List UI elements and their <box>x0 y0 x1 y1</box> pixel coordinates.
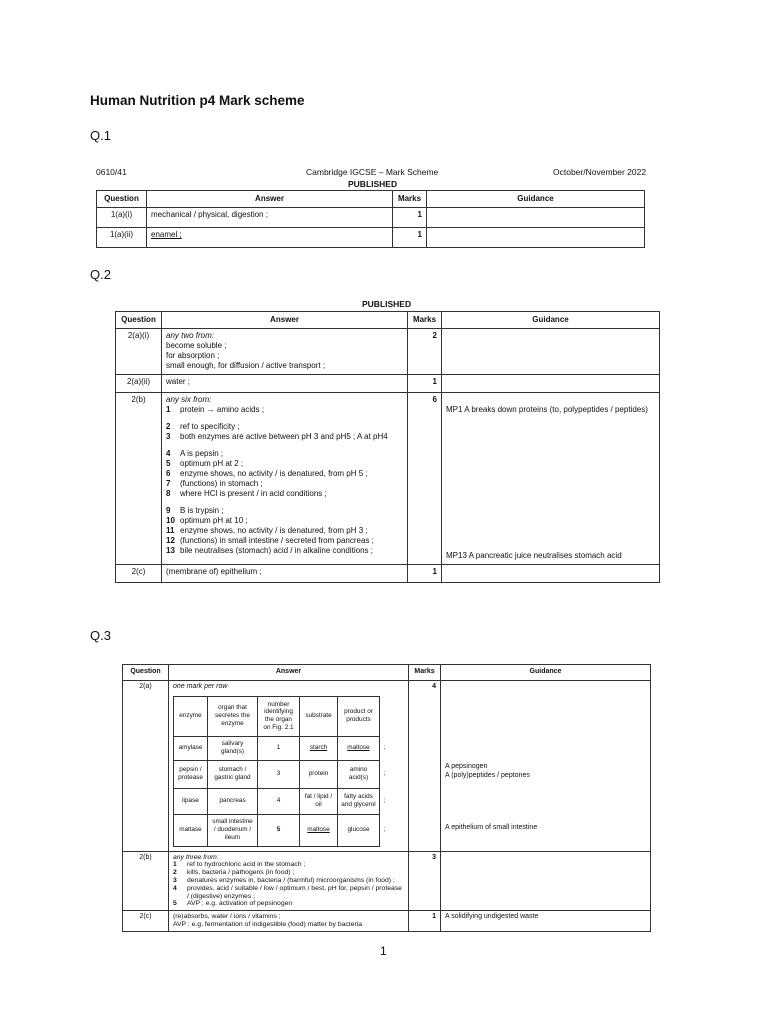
col-answer: Answer <box>162 312 408 329</box>
guidance-pepsinogen: A pepsinogen <box>445 762 488 770</box>
list-item: 10 optimum pH at 10 ; <box>166 516 248 525</box>
list-item: 13 bile neutralises (stomach) acid / in alkaline conditions ; <box>166 546 373 555</box>
question-1-label: Q.1 <box>90 128 111 143</box>
question-3-label: Q.3 <box>90 628 111 643</box>
list-item: 1 ref to hydrochloric acid in the stomach ; <box>173 861 306 869</box>
list-item: 3 both enzymes are active between pH 3 and pH5 ; A at pH4 <box>166 432 388 441</box>
list-item: 4 A is pepsin ; <box>166 449 224 458</box>
table-row: 2(c) (re)absorbs, water / ions / vitamins ; AVP ; e.g. fermentation of indigestible (food) matter by bacteria 1 A solidifying undigested waste <box>123 911 651 932</box>
q2-mark-table <box>115 311 660 583</box>
table-row: 1(a)(ii) enamel ; 1 <box>97 228 645 248</box>
enzyme-table: enzyme organ that secretes the enzyme number identifying the organ on Fig. 2.1 substrate product or products amylase salivary gland(s) 1 starch maltose ; pepsin / protease stomach / gastric gland 3 protein amino acid(s) ; lipase pancreas 4 fat / lipid / oil fatty acids and glycerol ; maltase small intestine / duodenum / ileum 5 maltose glucose ; <box>173 696 390 847</box>
list-item: 12 (functions) in small intestine / secreted from pancreas ; <box>166 536 374 545</box>
list-item: 4 provides, acid / suitable / low / optimum / best, pH for, pepsin / protease / (digestive) enzymes ; <box>173 884 402 900</box>
col-question: Question <box>116 312 162 329</box>
list-item: 6 enzyme shows, no activity / is denatured, from pH 5 ; <box>166 469 368 478</box>
table-row: pepsin / protease stomach / gastric gland 3 protein amino acid(s) ; <box>174 760 390 788</box>
col-question: Question <box>123 665 169 681</box>
table-row: 2(a) one mark per row enzyme organ that secretes the enzyme number identifying the organ on Fig. 2.1 substrate product or products amylase salivary gland(s) 1 starch maltose ; pepsin / protease stomach / gastric gland 3 protein amino acid(s) ; lipase pancreas 4 fat / lipid / oil fatty acids and glycerol ; maltase small intestine / duodenum / ileum 5 maltose glucose ; 4 A pepsinogen A (poly)peptides / peptones A epithelium of small intestine <box>123 680 651 851</box>
q3-mark-table <box>122 664 651 932</box>
col-guidance: Guidance <box>441 665 651 681</box>
list-item: 3 denatures enzymes in, bacteria / (harmful) microorganisms (in food) ; <box>173 876 395 884</box>
list-item: 1 protein → amino acids ; <box>166 405 265 414</box>
document-title: Human Nutrition p4 Mark scheme <box>90 93 305 108</box>
guidance-mp1: MP1 A breaks down proteins (to, polypeptides / peptides) <box>446 405 648 414</box>
table-row: 2(c) (membrane of) epithelium ; 1 <box>116 565 660 583</box>
table-row: 1(a)(i) mechanical / physical, digestion ; 1 <box>97 208 645 228</box>
col-question: Question <box>97 191 147 208</box>
list-item: 2 ref to specificity ; <box>166 422 240 431</box>
col-guidance: Guidance <box>442 312 660 329</box>
list-item: 11 enzyme shows, no activity / is denatured, from pH 3 ; <box>166 526 368 535</box>
exam-session: October/November 2022 <box>553 167 647 177</box>
col-answer: Answer <box>147 191 393 208</box>
page-number: 1 <box>380 944 387 958</box>
col-guidance: Guidance <box>427 191 645 208</box>
guidance-epithelium: A epithelium of small intestine <box>445 823 538 831</box>
guidance-mp13: MP13 A pancreatic juice neutralises stomach acid <box>446 551 622 560</box>
table-row: 2(b) any six from: 1 protein → amino acids ; 2 ref to specificity ; 3 both enzymes are active between pH 3 and pH5 ; A at pH4 4 A is pepsin ; 5 optimum pH at 2 ; 6 enzyme shows, no activity / is denatured, from pH 5 ; 7 (functions) in stomach ; 8 where HCl is present / in acid conditions ; 9 B is trypsin ; 10 optimum pH at 10 ; 11 enzyme shows, no activity / is denatured, from pH 3 ; 12 (functions) in small intestine / secreted from pancreas ; 13 bile neutralises (stomach) acid / in alkaline conditions ; 6 MP1 A breaks down proteins (to, polypeptides / peptides) MP13 A pancreatic juice neutralises stomach acid <box>116 393 660 565</box>
list-item: 5 AVP ; e.g. activation of pepsinogen <box>173 900 293 908</box>
q1-mark-table <box>96 190 645 248</box>
col-answer: Answer <box>169 665 409 681</box>
list-item: 2 kills, bacteria / pathogens (in food) ; <box>173 869 295 877</box>
list-item: 9 B is trypsin ; <box>166 506 224 515</box>
scheme-title: Cambridge IGCSE – Mark Scheme <box>306 167 439 177</box>
table-row: 2(a)(i) any two from: become soluble ; for absorption ; small enough, for diffusion / active transport ; 2 <box>116 329 660 375</box>
table-row: lipase pancreas 4 fat / lipid / oil fatty acids and glycerol ; <box>174 788 390 814</box>
col-marks: Marks <box>408 312 442 329</box>
col-marks: Marks <box>393 191 427 208</box>
published-label: PUBLISHED <box>362 299 412 309</box>
table-row: amylase salivary gland(s) 1 starch maltose ; <box>174 736 390 760</box>
list-item: 5 optimum pH at 2 ; <box>166 459 244 468</box>
col-marks: Marks <box>409 665 441 681</box>
table-row: maltase small intestine / duodenum / ileum 5 maltose glucose ; <box>174 814 390 846</box>
guidance-peptides: A (poly)peptides / peptones <box>445 771 530 779</box>
published-label: PUBLISHED <box>348 179 398 189</box>
question-2-label: Q.2 <box>90 267 111 282</box>
list-item: 7 (functions) in stomach ; <box>166 479 263 488</box>
list-item: 8 where HCl is present / in acid conditions ; <box>166 489 327 498</box>
table-row: 2(a)(ii) water ; 1 <box>116 375 660 393</box>
table-row: 2(b) any three from: 1 ref to hydrochloric acid in the stomach ; 2 kills, bacteria / pathogens (in food) ; 3 denatures enzymes in, bacteria / (harmful) microorganisms (in food) ; 4 provides, acid / suitable / low / optimum / best, pH for, pepsin / protease / (digestive) enzymes ; 5 AVP ; e.g. activation of pepsinogen 3 <box>123 851 651 911</box>
paper-code: 0610/41 <box>96 167 127 177</box>
